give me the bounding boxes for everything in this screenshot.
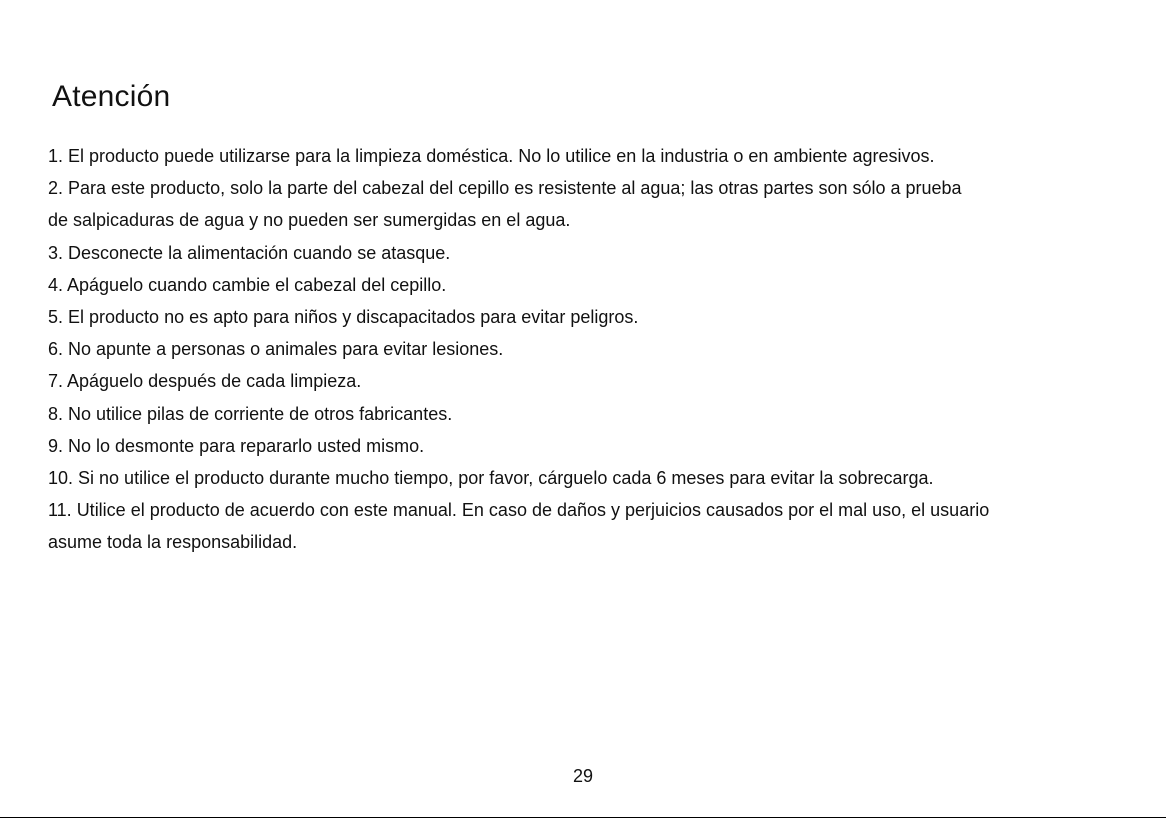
list-item: asume toda la responsabilidad. — [48, 532, 298, 553]
list-item: 1. El producto puede utilizarse para la limpieza doméstica. No lo utilice en la industria o en ambiente agresivos. — [48, 146, 935, 166]
list-item: 2. Para este producto, solo la parte del cabezal del cepillo es resistente al agua; las otras partes son sólo a prueba — [48, 178, 962, 199]
bottom-divider — [0, 817, 1166, 818]
list-item: 6. No apunte a personas o animales para evitar lesiones. — [48, 339, 504, 360]
list-item: 5. El producto no es apto para niños y discapacitados para evitar peligros. — [48, 307, 639, 328]
list-item: 10. Si no utilice el producto durante mucho tiempo, por favor, cárguelo cada 6 meses para evitar la sobrecarga. — [48, 468, 934, 489]
list-item: 4. Apáguelo cuando cambie el cabezal del cepillo. — [48, 274, 447, 295]
list-item: 9. No lo desmonte para repararlo usted mismo. — [48, 435, 425, 456]
list-item: de salpicaduras de agua y no pueden ser sumergidas en el agua. — [48, 210, 571, 231]
list-item: 11. Utilice el producto de acuerdo con este manual. En caso de daños y perjuicios causados por el mal uso, el usuario — [48, 500, 990, 521]
list-item: 3. Desconecte la alimentación cuando se atasque. — [48, 242, 451, 263]
page-number: 29 — [572, 766, 594, 786]
page-title: Atención — [52, 80, 171, 113]
list-item: 7. Apáguelo después de cada limpieza. — [48, 371, 362, 392]
list-item: 8. No utilice pilas de corriente de otros fabricantes. — [48, 403, 453, 424]
warning-list — [48, 140, 1148, 559]
